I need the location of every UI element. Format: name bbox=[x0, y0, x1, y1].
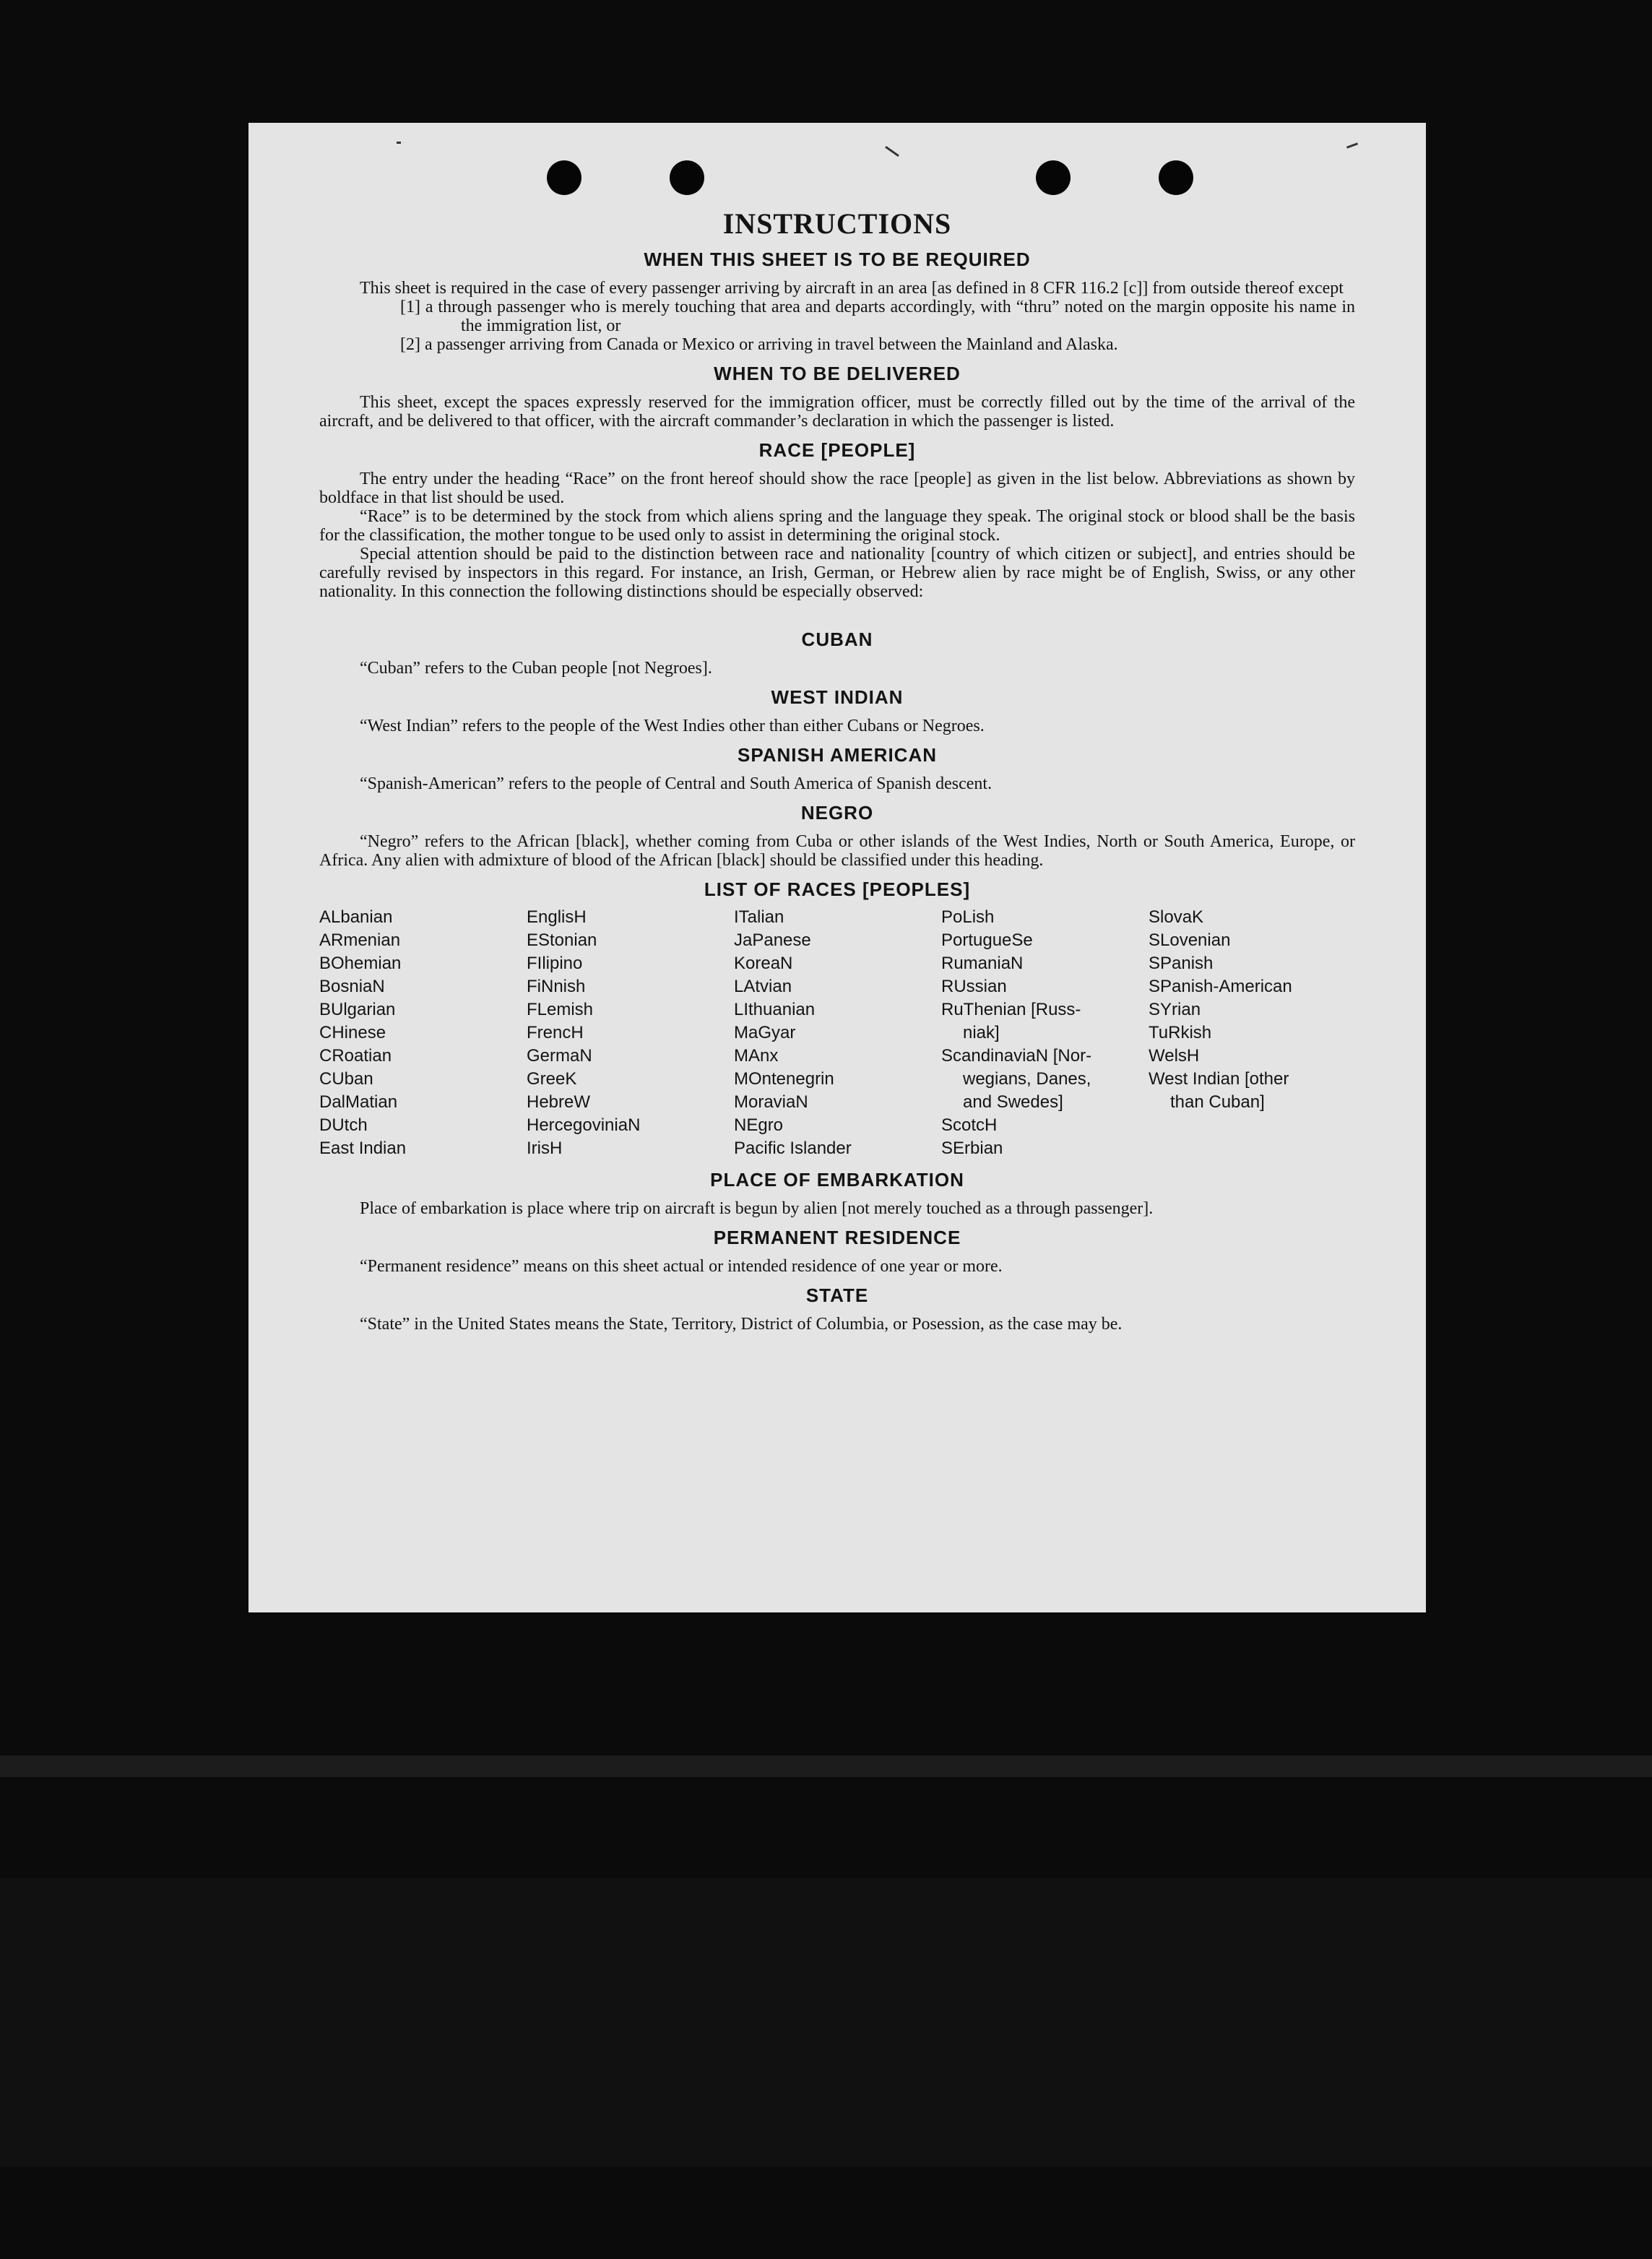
race-entry: FiNnish bbox=[527, 977, 586, 996]
race-entry-continued: wegians, Danes, bbox=[963, 1069, 1091, 1089]
section-heading-state: STATE bbox=[805, 1284, 869, 1306]
section-heading-residence: PERMANENT RESIDENCE bbox=[713, 1227, 961, 1248]
scan-band bbox=[0, 1755, 1652, 1777]
race-entry: DUtch bbox=[319, 1115, 368, 1135]
instructions-content bbox=[319, 208, 1355, 1334]
race-entry: PoLish bbox=[941, 907, 995, 927]
race-entry: SYrian bbox=[1149, 1000, 1201, 1019]
negro-text: “Negro” refers to the African [black], whether coming from Cuba or other islands of the West Indies, North or South America, Europe, or Africa. Any alien with admixture of blood of the African [black] should be classified under this heading. bbox=[319, 832, 1355, 870]
section-heading-delivered: WHEN TO BE DELIVERED bbox=[714, 363, 961, 384]
residence-text: “Permanent residence” means on this sheet actual or intended residence of one year or more. bbox=[360, 1257, 1003, 1276]
race-entry: LIthuanian bbox=[734, 1000, 816, 1019]
race-entry: BUlgarian bbox=[319, 1000, 396, 1019]
race-entry: GreeK bbox=[527, 1069, 577, 1089]
document-sheet bbox=[248, 123, 1426, 1612]
race-entry: FrencH bbox=[527, 1023, 584, 1042]
section-heading-embarkation: PLACE OF EMBARKATION bbox=[710, 1169, 964, 1191]
race-entry-continued: niak] bbox=[963, 1023, 1000, 1042]
races-column-5 bbox=[1149, 906, 1356, 1160]
punch-hole bbox=[670, 160, 704, 195]
race-entry: TuRkish bbox=[1149, 1023, 1212, 1042]
race-entry: RumaniaN bbox=[941, 954, 1024, 973]
races-column-4 bbox=[941, 906, 1149, 1160]
race-entry: MAnx bbox=[734, 1046, 779, 1066]
race-entry: SlovaK bbox=[1149, 907, 1204, 927]
race-entry: MoraviaN bbox=[734, 1092, 808, 1112]
race-entry: CRoatian bbox=[319, 1046, 392, 1066]
race-entry: LAtvian bbox=[734, 977, 792, 996]
race-entry: HebreW bbox=[527, 1092, 591, 1112]
race-entry: PortugueSe bbox=[941, 930, 1033, 950]
race-entry: IrisH bbox=[527, 1139, 563, 1158]
race-entry: RUssian bbox=[941, 977, 1007, 996]
race-entry: SLovenian bbox=[1149, 930, 1231, 950]
state-text: “State” in the United States means the State, Territory, District of Columbia, or Posession, as the case may be. bbox=[360, 1315, 1123, 1334]
spanish-american-text: “Spanish-American” refers to the people of Central and South America of Spanish descent. bbox=[360, 774, 993, 793]
race-entry: NEgro bbox=[734, 1115, 784, 1135]
race-entry: MOntenegrin bbox=[734, 1069, 834, 1089]
race-entry-continued: than Cuban] bbox=[1170, 1092, 1265, 1112]
race-entry: EStonian bbox=[527, 930, 597, 950]
section-heading-cuban: CUBAN bbox=[801, 629, 873, 650]
race-entry: ScandinaviaN [Nor- bbox=[941, 1046, 1092, 1066]
race-entry: ScotcH bbox=[941, 1115, 998, 1135]
race-entry: JaPanese bbox=[734, 930, 811, 950]
punch-hole bbox=[1036, 160, 1071, 195]
race-entry: HercegoviniaN bbox=[527, 1115, 641, 1135]
section-heading-race: RACE [PEOPLE] bbox=[758, 439, 916, 461]
race-entry: BosniaN bbox=[319, 977, 385, 996]
page-title: INSTRUCTIONS bbox=[722, 207, 952, 240]
race-paragraph-1: The entry under the heading “Race” on the front hereof should show the race [people] as given in the list below. Abbreviations as shown by boldface in that list should be used. bbox=[319, 470, 1355, 507]
race-entry: KoreaN bbox=[734, 954, 793, 973]
races-column-1 bbox=[319, 906, 527, 1160]
section-heading-spanish-american: SPANISH AMERICAN bbox=[737, 744, 937, 766]
races-list bbox=[319, 906, 1355, 1160]
race-entry: CUban bbox=[319, 1069, 373, 1089]
section-heading-negro: NEGRO bbox=[800, 802, 874, 824]
punch-hole bbox=[547, 160, 581, 195]
race-entry: SPanish bbox=[1149, 954, 1214, 973]
race-entry: CHinese bbox=[319, 1023, 386, 1042]
race-entry: East Indian bbox=[319, 1139, 407, 1158]
race-entry-continued: and Swedes] bbox=[963, 1092, 1063, 1112]
race-entry: SPanish-American bbox=[1149, 977, 1292, 996]
race-entry: GermaN bbox=[527, 1046, 592, 1066]
section-heading-races-list: LIST OF RACES [PEOPLES] bbox=[704, 878, 971, 900]
punch-hole bbox=[1159, 160, 1193, 195]
race-entry: FIlipino bbox=[527, 954, 583, 973]
west-indian-text: “West Indian” refers to the people of the West Indies other than either Cubans or Negroes. bbox=[360, 717, 985, 735]
scan-speck bbox=[1346, 142, 1358, 148]
races-column-2 bbox=[527, 906, 734, 1160]
race-entry: ITalian bbox=[734, 907, 784, 927]
race-entry: ARmenian bbox=[319, 930, 401, 950]
race-entry: RuThenian [Russ- bbox=[941, 1000, 1081, 1019]
scan-band bbox=[0, 1878, 1652, 2167]
required-item-1: [1] a through passenger who is merely touching that area and departs accordingly, with “thru” noted on the margin opposite his name in the immigration list, or bbox=[400, 298, 1355, 335]
scan-speck bbox=[885, 146, 899, 157]
embarkation-text: Place of embarkation is place where trip on aircraft is begun by alien [not merely touched as a through passenger]. bbox=[360, 1199, 1154, 1218]
race-paragraph-3: Special attention should be paid to the distinction between race and nationality [country of which citizen or subject], and entries should be carefully revised by inspectors in this regard. For instance, an Irish, German, or Hebrew alien by race might be of English, Swiss, or any other nationality. In this connection the following distinctions should be especially observed: bbox=[319, 545, 1355, 601]
delivered-text: This sheet, except the spaces expressly reserved for the immigration officer, must be correctly filled out by the time of the arrival of the aircraft, and be delivered to that officer, with the aircraft commander’s declaration in which the passenger is listed. bbox=[319, 393, 1355, 431]
race-entry: SErbian bbox=[941, 1139, 1003, 1158]
required-intro: This sheet is required in the case of every passenger arriving by aircraft in an area [as defined in 8 CFR 116.2 [c]] from outside thereof except bbox=[360, 279, 1344, 298]
race-entry: MaGyar bbox=[734, 1023, 796, 1042]
section-heading-required: WHEN THIS SHEET IS TO BE REQUIRED bbox=[644, 249, 1031, 270]
race-entry: West Indian [other bbox=[1149, 1069, 1289, 1089]
section-heading-west-indian: WEST INDIAN bbox=[771, 686, 904, 708]
races-column-3 bbox=[734, 906, 941, 1160]
race-entry: EnglisH bbox=[527, 907, 587, 927]
race-entry: BOhemian bbox=[319, 954, 402, 973]
scan-speck bbox=[397, 142, 401, 144]
race-entry: FLemish bbox=[527, 1000, 594, 1019]
race-entry: Pacific Islander bbox=[734, 1139, 852, 1158]
race-entry: DalMatian bbox=[319, 1092, 398, 1112]
race-entry: WelsH bbox=[1149, 1046, 1200, 1066]
race-entry: ALbanian bbox=[319, 907, 393, 927]
required-item-2: [2] a passenger arriving from Canada or Mexico or arriving in travel between the Mainland and Alaska. bbox=[400, 335, 1118, 354]
cuban-text: “Cuban” refers to the Cuban people [not Negroes]. bbox=[360, 659, 712, 678]
race-paragraph-2: “Race” is to be determined by the stock from which aliens spring and the language they speak. The original stock or blood shall be the basis for the classification, the mother tongue to be used only to assist in determining the original stock. bbox=[319, 507, 1355, 545]
